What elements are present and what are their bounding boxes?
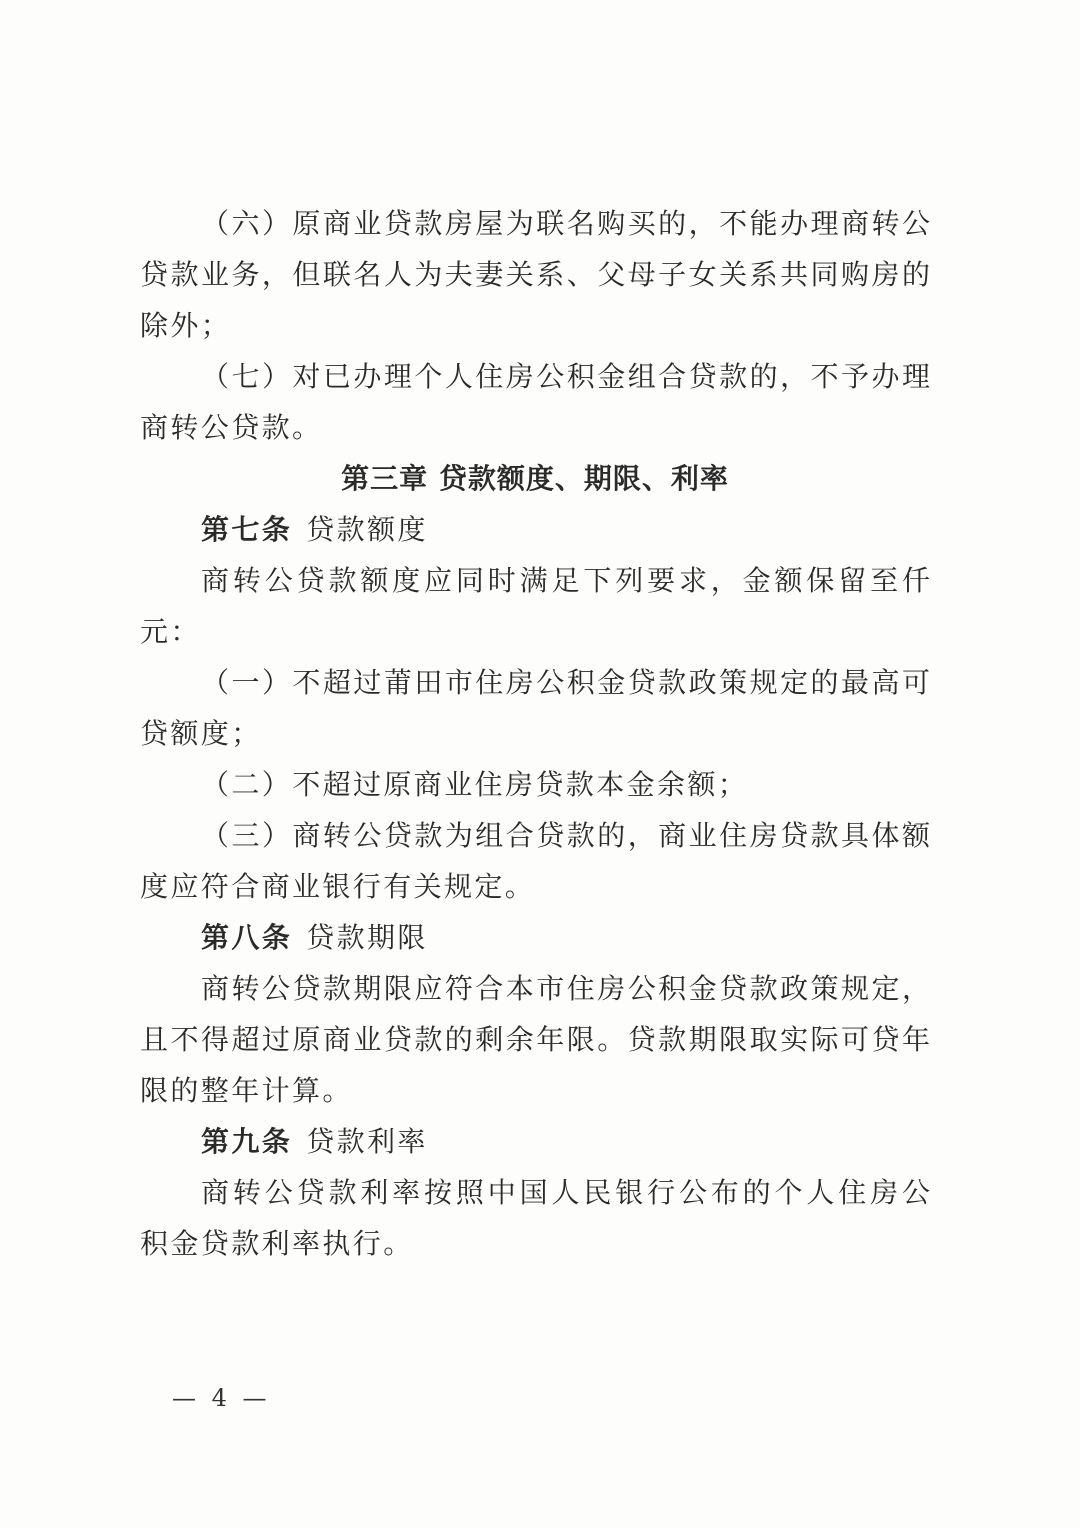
text-line: （三）商转公贷款为组合贷款的，商业住房贷款具体额 <box>201 819 930 852</box>
text-line: 商转公贷款。 <box>140 411 323 444</box>
text-line: 商转公贷款利率按照中国人民银行公布的个人住房公 <box>201 1176 930 1209</box>
text-line: （一）不超过莆田市住房公积金贷款政策规定的最高可 <box>201 666 930 699</box>
text-line: 商转公贷款期限应符合本市住房公积金贷款政策规定， <box>201 972 930 1005</box>
page-number: — 4 — <box>172 1384 271 1412</box>
article-title: 贷款期限 <box>306 921 428 954</box>
article-heading-9 <box>140 1116 930 1167</box>
text-line: 除外； <box>140 309 232 342</box>
text-line: 贷额度； <box>140 717 262 750</box>
text-line: （七）对已办理个人住房公积金组合贷款的，不予办理 <box>201 360 930 393</box>
article-title: 贷款额度 <box>306 513 428 546</box>
text-line: 度应符合商业银行有关规定。 <box>140 870 536 903</box>
text-line: 且不得超过原商业贷款的剩余年限。贷款期限取实际可贷年 <box>140 1023 930 1056</box>
text-line: 元： <box>140 615 201 648</box>
document-body <box>140 198 930 1269</box>
chapter-heading: 第三章 贷款额度、期限、利率 <box>341 462 729 495</box>
text-line: 贷款业务，但联名人为夫妻关系、父母子女关系共同购房的 <box>140 258 930 291</box>
article-heading-7 <box>140 504 930 555</box>
text-line: （二）不超过原商业住房贷款本金余额； <box>201 768 749 801</box>
article-heading-8 <box>140 912 930 963</box>
article-label: 第七条 <box>201 513 293 546</box>
article-label: 第九条 <box>201 1125 293 1158</box>
text-line: 商转公贷款额度应同时满足下列要求，金额保留至仟 <box>201 564 930 597</box>
article-label: 第八条 <box>201 921 293 954</box>
text-line: 限的整年计算。 <box>140 1074 353 1107</box>
article-title: 贷款利率 <box>306 1125 428 1158</box>
text-line: 积金贷款利率执行。 <box>140 1227 414 1260</box>
text-line: （六）原商业贷款房屋为联名购买的，不能办理商转公 <box>201 207 930 240</box>
